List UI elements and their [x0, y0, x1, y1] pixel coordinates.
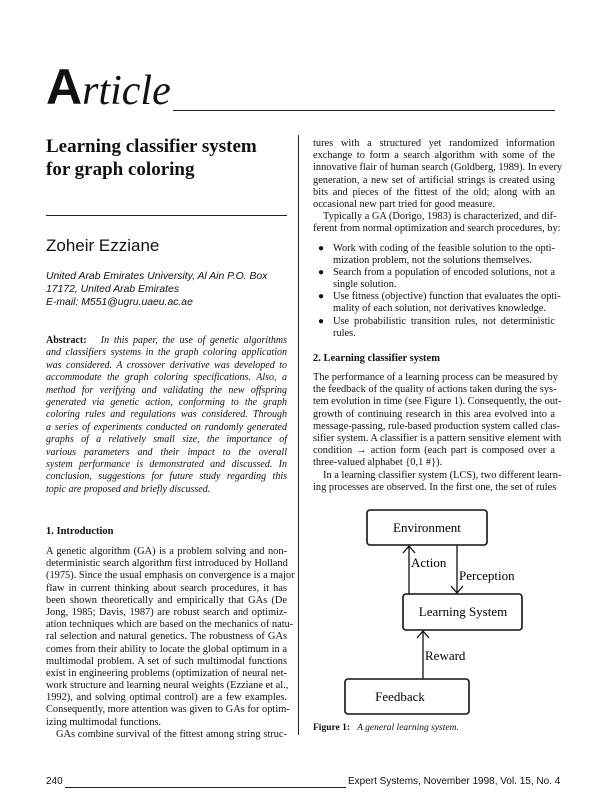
text-line: coloring rules and regulations was considered. Through [46, 409, 287, 421]
figure-caption-label: Figure 1: [313, 723, 351, 733]
text-line: the feedback of the quality of actions taken during the sys- [313, 384, 557, 396]
affiliation-line: United Arab Emirates University, Al Ain P.O. Box [46, 271, 268, 282]
typically-paragraph [313, 211, 561, 235]
action-arrow [403, 546, 415, 594]
lcs-paragraph-2 [313, 469, 562, 494]
right-column-text [313, 138, 563, 340]
text-line: a series of experiments conducted on randomly generated [46, 421, 287, 433]
text-line: multimodal problem. A set of such multimodal functions [46, 655, 287, 667]
section-heading-lcs: 2. Learning classifier system [313, 353, 440, 364]
text-line: exchange to form a search algorithm with some of the [313, 150, 555, 162]
text-line: been shown theoretically and empirically that GAs (De [46, 594, 287, 606]
text-line: accommodate the graph coloring specifications. Also, a [46, 372, 287, 384]
journal-citation: Expert Systems, November 1998, Vol. 15, No. 4 [348, 776, 561, 787]
abstract-label: Abstract: [46, 335, 87, 346]
abstract-first-line [46, 335, 287, 347]
text-line: flaw in current thinking about search procedures, it has [46, 582, 287, 594]
text-line: three-valued alphabet {0,1 #}). [313, 457, 443, 469]
lcs-paragraph [313, 372, 562, 470]
bullet-item [313, 291, 561, 315]
title-rule [46, 215, 287, 216]
bullet-icon: ● [318, 291, 325, 303]
action-label: Action [411, 555, 447, 570]
text-line: (1975). Since the usual emphasis on convergence is a major [46, 570, 295, 582]
introduction-paragraph [46, 546, 295, 729]
text-line: ral selection and natural genetics. The robustness of GAs [46, 631, 287, 643]
text-line: Typically a GA (Dorigo, 1983) is characterized, and dif- [323, 211, 557, 223]
bullet-icon: ● [318, 242, 325, 254]
text-line: topic are proposed and briefly discussed. [46, 483, 211, 495]
text-line: message-passing, rule-based production system called clas- [313, 420, 560, 432]
column-divider [298, 135, 299, 735]
article-big-letter: A [46, 59, 83, 115]
article-rest: rticle [82, 68, 171, 114]
bullet-text [333, 243, 555, 267]
lcs-body [313, 372, 562, 494]
text-line: exist in engineering problems (optimization of neural net- [46, 667, 287, 679]
text-line: system performance is demonstrated and discussed. In [46, 458, 287, 470]
figure-learning-system-diagram [330, 500, 550, 725]
text-line: generation, a new set of artificial strings is created using [313, 174, 555, 186]
text-line: Search from a population of encoded solutions, not a [333, 266, 555, 278]
bullet-text [333, 291, 561, 315]
text-line: ferent from normal optimization and search procedures, by: [313, 223, 561, 235]
bullet-icon: ● [318, 315, 325, 327]
bullet-icon: ● [318, 266, 325, 278]
text-line: Jong, 1985; Davis, 1987) are robust search and optimiz- [46, 606, 287, 618]
footer-rule [65, 787, 346, 788]
text-line: 1992), and solving optimal control) are a few examples. [46, 692, 287, 704]
figure-caption [313, 723, 459, 733]
text-line: Use fitness (objective) function that evaluates the opti- [333, 291, 561, 303]
section-heading-introduction: 1. Introduction [46, 526, 114, 537]
paper-title [46, 135, 257, 181]
text-line: GAs combine survival of the fittest among string struc- [56, 728, 287, 740]
feedback-label: Feedback [375, 689, 425, 704]
text-line: growth of continuing research in this area evolved into a [313, 408, 555, 420]
text-line: sifier system. A classifier is a pattern sensitive element with [313, 432, 562, 444]
text-line: The performance of a learning process can be measured by [313, 372, 558, 383]
text-line: comes from their ability to locate the global optimum in a [46, 643, 287, 655]
environment-label: Environment [393, 520, 461, 535]
text-line: Work with coding of the feasible solution to the opti- [333, 242, 555, 254]
bullet-text [333, 316, 555, 340]
text-line: conclusion, suggestions for future study regarding this [46, 471, 287, 483]
abstract [46, 335, 287, 496]
figure-caption-text: A general learning system. [357, 723, 459, 733]
bullet-text [333, 267, 555, 291]
learning-system-label: Learning System [418, 604, 508, 619]
text-line: ing processes are observed. In the first one, the set of rules [313, 481, 557, 493]
continuation-paragraph [313, 138, 563, 211]
text-line: bits and pieces of the fittest of the old; along with an [313, 186, 555, 198]
page-number: 240 [46, 776, 63, 787]
text-line: single solution. [333, 279, 397, 291]
title-line: Learning classifier system [46, 136, 257, 157]
text-line: In a learning classifier system (LCS), two different learn- [323, 469, 562, 481]
bullet-item [313, 316, 555, 340]
abstract-body [46, 347, 287, 496]
affiliation-line: 17172, United Arab Emirates [46, 284, 180, 295]
abstract-text: In this paper, the use of genetic algorithms [100, 335, 288, 346]
text-line: occasional new part tried for good measure. [313, 198, 496, 210]
text-line: graphs of a relatively small size, the importance of [46, 434, 287, 446]
text-line: mization problem, not the solutions themselves. [333, 254, 532, 266]
text-line: work structure and learning neural weights (Ezziane et al., [46, 680, 289, 692]
text-line: tem evolution in time (see Figure 1). Consequently, the out- [313, 396, 562, 408]
perception-label: Perception [459, 568, 515, 583]
text-line: method for verifying and validating the new offspring [46, 384, 287, 396]
text-line: was considered. A crossover derivative was developed to [46, 359, 287, 371]
text-line: innovative flair of human search (Goldberg, 1989). In every [313, 162, 563, 174]
text-line: rules. [333, 327, 356, 339]
text-line: mality of each solution, not derivatives knowledge. [333, 303, 546, 315]
title-line: for graph coloring [46, 159, 195, 180]
text-line: tures with a structured yet randomized information [313, 138, 555, 149]
bullet-item [313, 243, 555, 267]
text-line: generated via genetic action, conforming to the graph [46, 396, 287, 408]
text-line: ation techniques which are based on the mechanics of natu- [46, 619, 294, 631]
text-line: various parameters and their impact to the overall [46, 446, 287, 458]
text-line: Consequently, more attention was given to GAs for optim- [46, 704, 290, 716]
bullet-list [313, 242, 561, 341]
article-header [46, 59, 171, 115]
text-line: A genetic algorithm (GA) is a problem solving and non- [46, 546, 287, 557]
introduction-body [46, 546, 295, 741]
text-line: Use probabilistic transition rules, not deterministic [333, 315, 555, 327]
affiliation [46, 270, 267, 309]
email: E-mail: M551@ugru.uaeu.ac.ae [46, 297, 193, 308]
text-line: condition → action form (each part is composed over a [313, 445, 555, 457]
text-line: deterministic search algorithm first introduced by Holland [46, 558, 288, 570]
reward-label: Reward [425, 648, 466, 663]
header-rule [173, 110, 555, 111]
author-name: Zoheir Ezziane [46, 236, 160, 255]
bullet-item [313, 267, 555, 291]
text-line: and classifiers systems in the graph coloring application [46, 347, 287, 359]
text-line: izing multimodal functions. [46, 716, 162, 728]
